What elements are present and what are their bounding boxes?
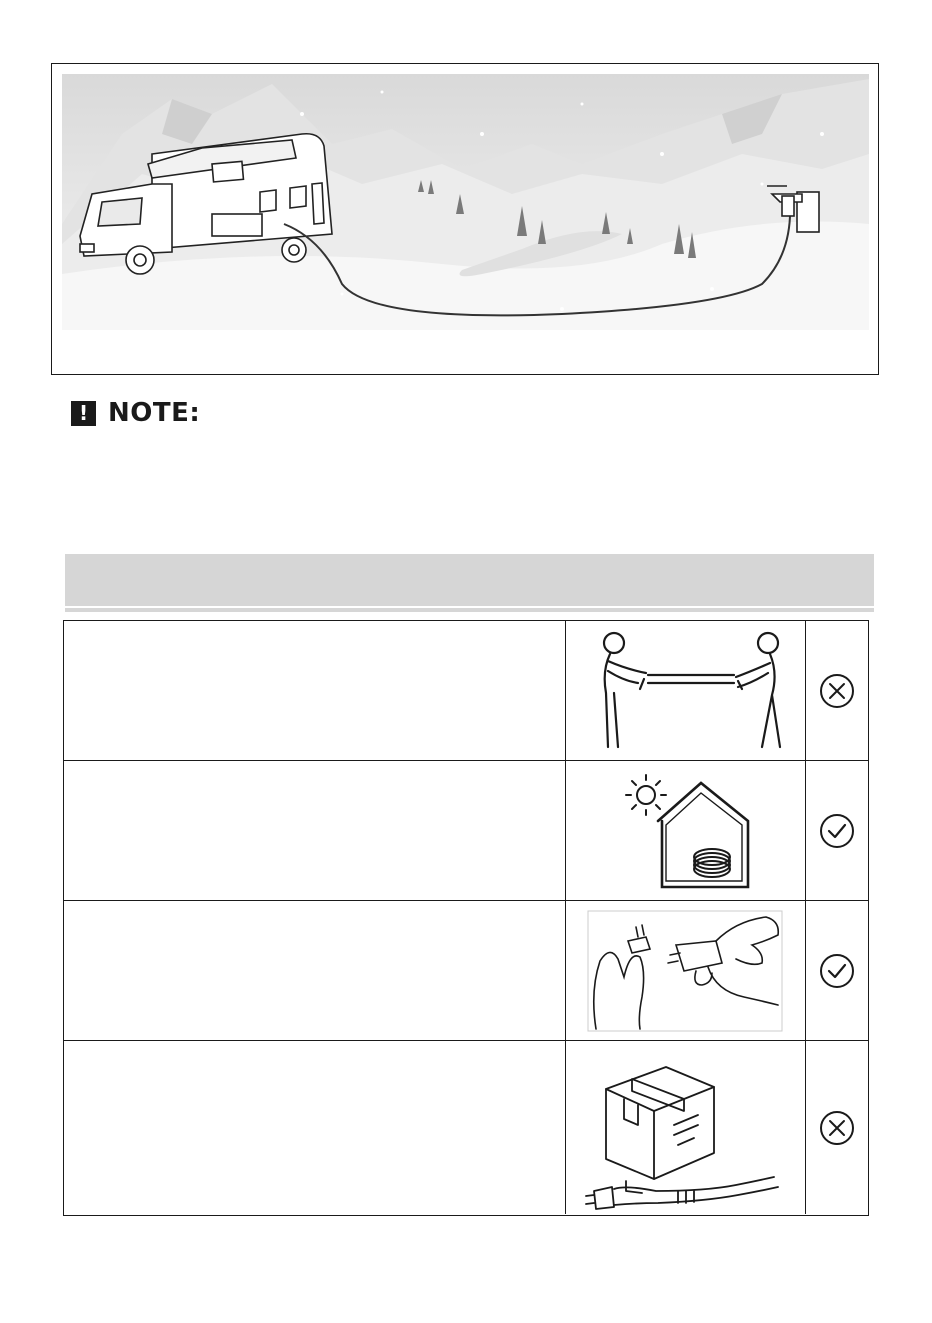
note-heading-label: NOTE: <box>108 398 201 428</box>
row-text-cell <box>64 1041 566 1214</box>
exclamation-icon: ! <box>71 401 96 426</box>
check-circle-icon <box>819 813 855 849</box>
section-header-band <box>65 554 874 606</box>
row-image-cell <box>566 761 806 900</box>
table-row <box>64 761 868 901</box>
section-header-rule <box>65 608 874 612</box>
note-heading <box>71 397 200 429</box>
row-text-cell <box>64 621 566 760</box>
row-verdict-cell <box>806 621 868 760</box>
table-row <box>64 621 868 761</box>
x-circle-icon <box>819 673 855 709</box>
row-verdict-cell <box>806 1041 868 1214</box>
plug-handling-illustration <box>566 901 806 1040</box>
row-text-cell <box>64 901 566 1040</box>
table-row <box>64 1041 868 1214</box>
row-verdict-cell <box>806 761 868 900</box>
box-on-cord-illustration <box>566 1041 806 1214</box>
cord-care-table <box>63 620 869 1216</box>
x-circle-icon <box>819 1110 855 1146</box>
row-image-cell <box>566 901 806 1040</box>
indoor-storage-illustration <box>566 761 806 900</box>
winter-rv-scene-illustration <box>62 74 869 330</box>
table-row <box>64 901 868 1041</box>
row-image-cell <box>566 621 806 760</box>
row-verdict-cell <box>806 901 868 1040</box>
figure-frame <box>51 63 879 375</box>
row-text-cell <box>64 761 566 900</box>
tug-of-war-illustration <box>566 621 806 760</box>
check-circle-icon <box>819 953 855 989</box>
row-image-cell <box>566 1041 806 1214</box>
